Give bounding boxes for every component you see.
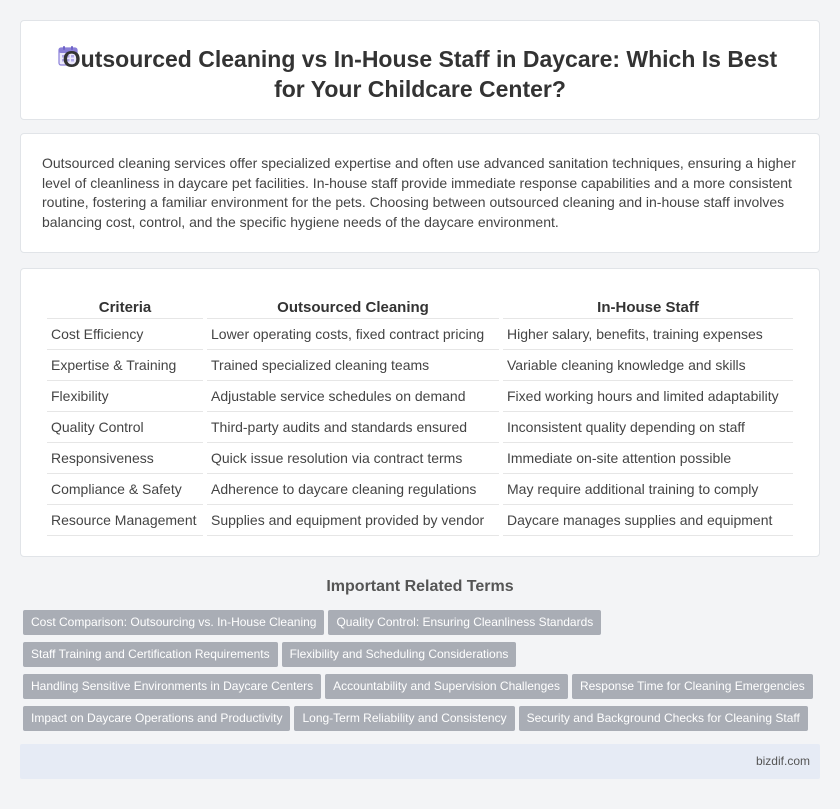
- table-cell: Cost Efficiency: [47, 319, 203, 350]
- table-cell: Responsiveness: [47, 443, 203, 474]
- table-row: [47, 381, 793, 412]
- table-cell: Lower operating costs, fixed contract pricing: [207, 319, 499, 350]
- table-cell: Expertise & Training: [47, 350, 203, 381]
- table-cell: Fixed working hours and limited adaptability: [503, 381, 793, 412]
- table-cell: Inconsistent quality depending on staff: [503, 412, 793, 443]
- related-term-tag[interactable]: Handling Sensitive Environments in Daycare Centers: [23, 674, 321, 699]
- table-cell: Immediate on-site attention possible: [503, 443, 793, 474]
- table-row: [47, 319, 793, 350]
- related-terms-list: [23, 610, 823, 738]
- comparison-table: [43, 297, 797, 536]
- related-term-tag[interactable]: Response Time for Cleaning Emergencies: [572, 674, 813, 699]
- table-row: [47, 412, 793, 443]
- related-terms-title: Important Related Terms: [326, 578, 514, 595]
- table-cell: Resource Management: [47, 505, 203, 536]
- page-title: Outsourced Cleaning vs In-House Staff in Daycare: Which Is Best for Your Childcare Center?: [62, 46, 778, 102]
- table-cell: Quick issue resolution via contract terms: [207, 443, 499, 474]
- related-term-tag[interactable]: Security and Background Checks for Cleaning Staff: [519, 706, 808, 731]
- comparison-card: [20, 268, 820, 557]
- column-header: Outsourced Cleaning: [207, 297, 499, 319]
- table-header-row: [47, 297, 793, 319]
- table-row: [47, 474, 793, 505]
- table-cell: May require additional training to comply: [503, 474, 793, 505]
- table-cell: Variable cleaning knowledge and skills: [503, 350, 793, 381]
- table-cell: Adherence to daycare cleaning regulations: [207, 474, 499, 505]
- table-cell: Supplies and equipment provided by vendor: [207, 505, 499, 536]
- intro-card: [20, 133, 820, 253]
- table-cell: Quality Control: [47, 412, 203, 443]
- related-term-tag[interactable]: Staff Training and Certification Requirements: [23, 642, 278, 667]
- column-header: In-House Staff: [503, 297, 793, 319]
- table-cell: Trained specialized cleaning teams: [207, 350, 499, 381]
- table-cell: Daycare manages supplies and equipment: [503, 505, 793, 536]
- table-cell: Flexibility: [47, 381, 203, 412]
- table-row: [47, 443, 793, 474]
- related-term-tag[interactable]: Impact on Daycare Operations and Productivity: [23, 706, 290, 731]
- related-term-tag[interactable]: Accountability and Supervision Challenges: [325, 674, 568, 699]
- intro-paragraph: Outsourced cleaning services offer specialized expertise and often use advanced sanitation techniques, ensuring a higher level of cleanliness in daycare pet facilities. In-house staff provide immediate response capabilities and a more consistent routine, fostering a familiar environment for the pets. Choosing between outsourced cleaning and in-house staff involves balancing cost, control, and the specific hygiene needs of the daycare environment.: [42, 155, 796, 230]
- table-cell: Third-party audits and standards ensured: [207, 412, 499, 443]
- site-link[interactable]: bizdif.com: [755, 754, 810, 768]
- table-cell: Adjustable service schedules on demand: [207, 381, 499, 412]
- related-term-tag[interactable]: Cost Comparison: Outsourcing vs. In-House Cleaning: [23, 610, 324, 635]
- column-header: Criteria: [47, 297, 203, 319]
- table-row: [47, 505, 793, 536]
- related-term-tag[interactable]: Quality Control: Ensuring Cleanliness Standards: [328, 610, 601, 635]
- table-cell: Compliance & Safety: [47, 474, 203, 505]
- table-cell: Higher salary, benefits, training expenses: [503, 319, 793, 350]
- related-term-tag[interactable]: Long-Term Reliability and Consistency: [294, 706, 514, 731]
- header-card: [20, 20, 820, 120]
- footer: [20, 744, 820, 779]
- related-term-tag[interactable]: Flexibility and Scheduling Considerations: [282, 642, 517, 667]
- table-row: [47, 350, 793, 381]
